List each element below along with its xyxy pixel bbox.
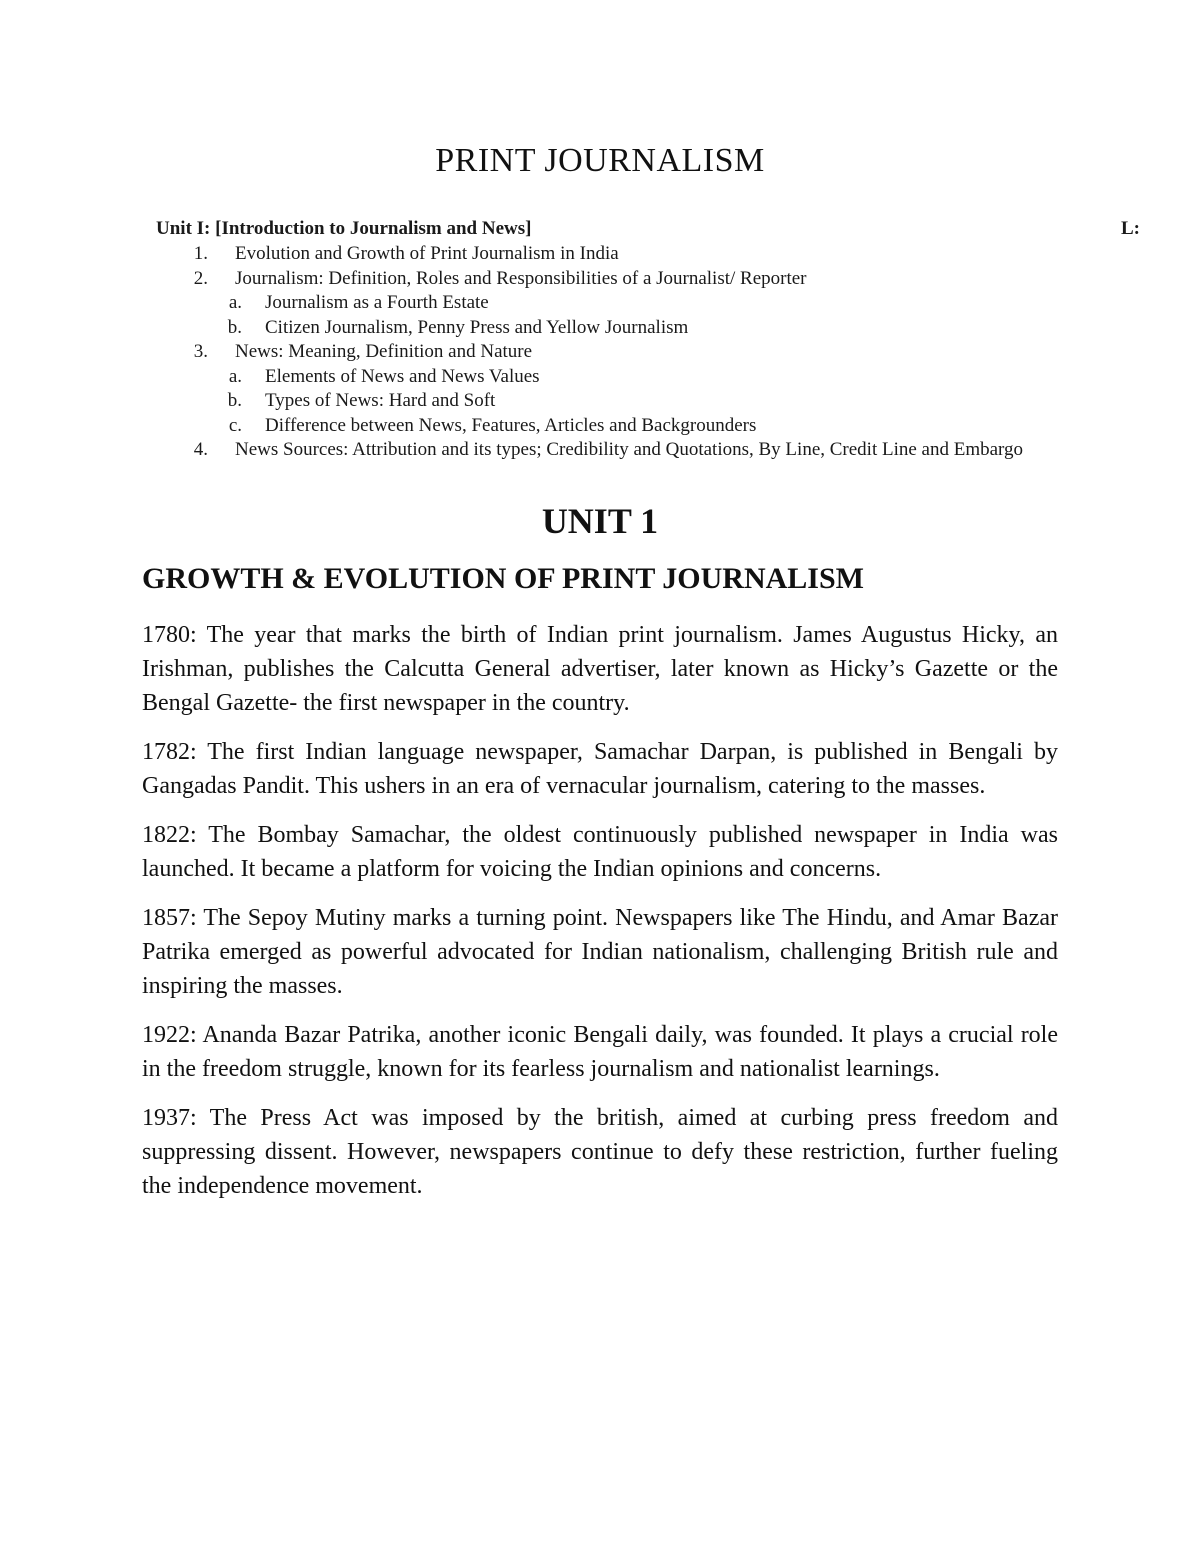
syllabus-item-number: 3. (193, 341, 208, 362)
unit-heading-text: Unit I: [Introduction to Journalism and News] (156, 218, 532, 239)
syllabus-item-text: Types of News: Hard and Soft (265, 390, 496, 411)
syllabus-block (156, 216, 1146, 463)
syllabus-item-number: b. (227, 390, 242, 411)
body-text (142, 618, 1058, 1218)
syllabus-item-number: 2. (193, 267, 208, 289)
syllabus-item (156, 414, 1146, 439)
syllabus-item (156, 340, 1146, 365)
section-title: GROWTH & EVOLUTION OF PRINT JOURNALISM (142, 562, 864, 595)
syllabus-item-text: Journalism as a Fourth Estate (265, 292, 489, 313)
syllabus-item-number: a. (228, 292, 242, 313)
syllabus-item (156, 242, 1146, 267)
syllabus-item (156, 365, 1146, 390)
syllabus-item-text: Evolution and Growth of Print Journalism in India (235, 243, 619, 264)
timeline-paragraph: 1822: The Bombay Samachar, the oldest continuously published newspaper in India was launched. It became a platform for voicing the Indian opinions and concerns. (142, 822, 1058, 882)
syllabus-item (156, 316, 1146, 341)
syllabus-item-number: c. (228, 414, 242, 436)
timeline-paragraph: 1782: The first Indian language newspaper, Samachar Darpan, is published in Bengali by Gangadas Pandit. This ushers in an era of vernacular journalism, catering to the masses. (142, 739, 1058, 799)
unit-heading-lecture-label: L: (1121, 218, 1140, 239)
syllabus-item (156, 267, 1146, 292)
syllabus-item-text: Journalism: Definition, Roles and Responsibilities of a Journalist/ Reporter (235, 267, 807, 289)
document-title: PRINT JOURNALISM (435, 142, 765, 179)
timeline-paragraph: 1857: The Sepoy Mutiny marks a turning point. Newspapers like The Hindu, and Amar Bazar Patrika emerged as powerful advocated for Indian nationalism, challenging British rule and inspiring the masses. (142, 905, 1058, 999)
syllabus-item (156, 291, 1146, 316)
syllabus-item-text: News Sources: Attribution and its types; Credibility and Quotations, By Line, Credit Line and Embargo (235, 439, 1024, 460)
syllabus-item-number: 4. (193, 439, 208, 460)
syllabus-item-text: Difference between News, Features, Articles and Backgrounders (265, 414, 757, 436)
timeline-paragraph: 1922: Ananda Bazar Patrika, another iconic Bengali daily, was founded. It plays a crucial role in the freedom struggle, known for its fearless journalism and nationalist learnings. (142, 1022, 1058, 1082)
timeline-paragraph: 1937: The Press Act was imposed by the british, aimed at curbing press freedom and suppressing dissent. However, newspapers continue to defy these restriction, further fueling the independence movement. (142, 1105, 1058, 1199)
syllabus-item-text: Elements of News and News Values (265, 365, 540, 387)
syllabus-item-number: a. (228, 365, 242, 387)
syllabus-item (156, 438, 1146, 463)
unit-title: UNIT 1 (541, 501, 659, 541)
syllabus-item-text: Citizen Journalism, Penny Press and Yellow Journalism (265, 316, 689, 338)
syllabus-item-number: b. (227, 316, 242, 338)
timeline-paragraph: 1780: The year that marks the birth of Indian print journalism. James Augustus Hicky, an Irishman, publishes the Calcutta General advertiser, later known as Hicky’s Gazette or the Bengal Gazette- the first newspaper in the country. (142, 622, 1058, 716)
syllabus-item-text: News: Meaning, Definition and Nature (235, 341, 533, 362)
syllabus-item (156, 389, 1146, 414)
syllabus-list (156, 242, 1146, 463)
syllabus-item-number: 1. (193, 243, 208, 264)
syllabus-unit-heading (156, 216, 1146, 242)
